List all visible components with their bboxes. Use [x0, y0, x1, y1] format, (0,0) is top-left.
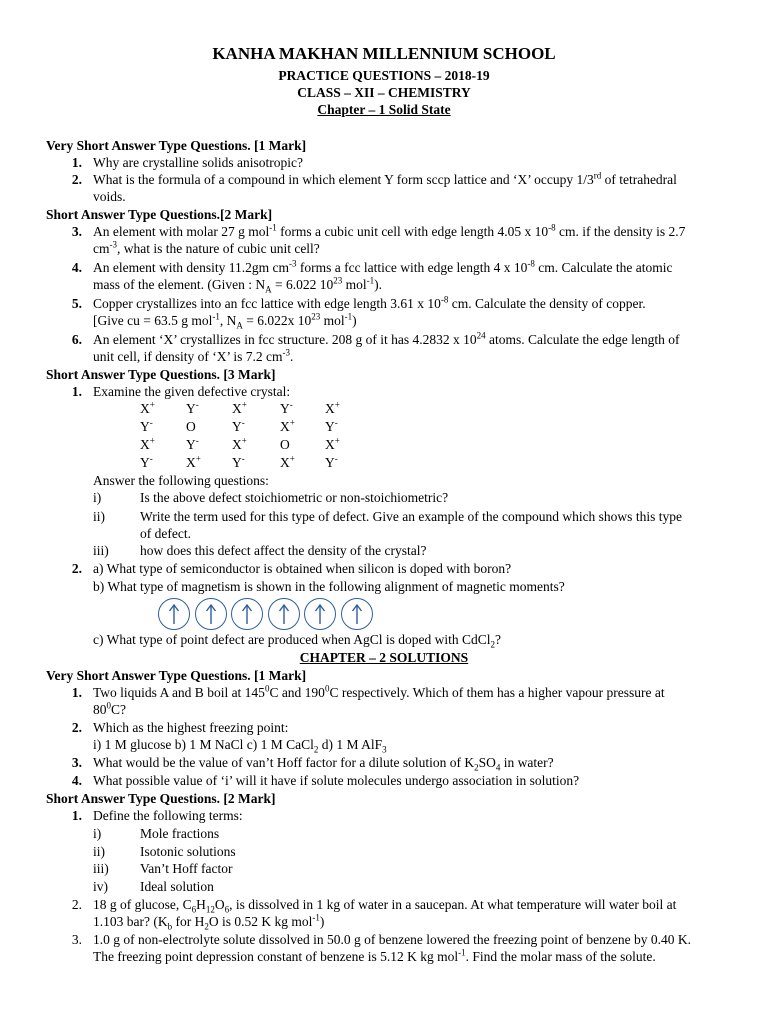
question-text-cont: mass of the element. (Given : $N_A = 6.022$ $10^{23}$ mol$^{-1}$). — [93, 275, 382, 295]
crystal-cell: Y- — [140, 453, 153, 470]
crystal-cell: X+ — [280, 417, 295, 434]
question-text-cont: $80^0C$? — [93, 700, 126, 717]
question-number: 5. — [71, 296, 82, 311]
question-number: 2. — [71, 561, 82, 576]
term-text: Isotonic solutions — [140, 843, 236, 859]
crystal-cell: X+ — [325, 399, 340, 416]
up-arrow-icon — [158, 598, 190, 630]
question-number: 1. — [71, 808, 82, 823]
question-options: i) 1 M glucose b) 1 M NaCl c) 1 M CaCl$_2$ d) 1 M AlF$_3$ — [93, 737, 387, 755]
question-number: 4. — [71, 773, 82, 788]
question-number: 2. — [71, 172, 82, 187]
crystal-cell: X+ — [140, 399, 155, 416]
crystal-cell: Y- — [232, 453, 245, 470]
question-text: An element with molar 27 g mol$^{-1}$ forms a cubic unit cell with edge length 4.05 x $10^{-8}$ cm. if the density is 2.7 — [93, 222, 686, 239]
term-text: Van’t Hoff factor — [140, 861, 233, 876]
question-text: Examine the given defective crystal: — [93, 384, 291, 399]
up-arrow-icon — [341, 598, 373, 630]
sub-question-number: i) — [93, 490, 102, 505]
section-heading: Short Answer Type Questions. [3 Mark] — [46, 367, 276, 382]
crystal-cell: X+ — [232, 435, 247, 452]
question-text-cont: 1.103 bar? ($K_b$ for $H_2O$ is 0.52 K kg mol$^{-1}$) — [93, 912, 325, 932]
question-text: c) What type of point defect are produced when AgCl is doped with CdCl$_2$? — [93, 632, 502, 650]
practice-title: PRACTICE QUESTIONS – 2018-19 — [278, 68, 490, 83]
crystal-cell: Y- — [186, 435, 199, 452]
question-text: 1.0 g of non-electrolyte solute dissolved in 50.0 g of benzene lowered the freezing point of benzene by 0.40 K. — [93, 932, 691, 947]
crystal-cell: O — [186, 419, 196, 434]
crystal-cell: Y- — [280, 399, 293, 416]
crystal-cell: X+ — [280, 453, 295, 470]
term-number: iv) — [93, 878, 108, 894]
question-text: What would be the value of van’t Hoff factor for a dilute solution of $K_2SO_4$ in water? — [93, 755, 554, 773]
crystal-cell: Y- — [232, 417, 245, 434]
question-number: 2. — [71, 720, 82, 735]
crystal-cell: Y- — [325, 453, 338, 470]
class-title: CLASS – XII – CHEMISTRY — [297, 85, 471, 100]
term-text: Mole fractions — [140, 826, 220, 841]
sub-question-text: Is the above defect stoichiometric or non-stoichiometric? — [140, 490, 449, 505]
question-text-cont: unit cell, if density of ‘X’ is 7.2 $cm^{-3}$. — [93, 347, 294, 364]
instruction-text: Answer the following questions: — [93, 473, 269, 488]
sub-question-text: how does this defect affect the density of the crystal? — [140, 543, 427, 558]
question-text: Which as the highest freezing point: — [93, 720, 289, 735]
up-arrow-icon — [268, 598, 300, 630]
question-number: 1. — [71, 384, 82, 399]
crystal-cell: X+ — [140, 435, 155, 452]
crystal-cell: X+ — [325, 435, 340, 452]
question-text: Copper crystallizes into an fcc lattice with edge length 3.61 x $10^{-8}$ cm. Calculate the density of copper. — [93, 294, 646, 311]
section-heading: Very Short Answer Type Questions. [1 Mark] — [46, 138, 307, 153]
sub-question-text-cont: of defect. — [140, 526, 191, 541]
question-text: Define the following terms: — [93, 808, 243, 823]
question-number: 3. — [71, 224, 82, 239]
question-text: What possible value of ‘i’ will it have if solute molecules undergo association in solution? — [93, 773, 580, 788]
term-text: Ideal solution — [140, 878, 214, 894]
crystal-cell: Y- — [140, 417, 153, 434]
sub-question-text: Write the term used for this type of defect. Give an example of the compound which shows this type — [140, 509, 682, 524]
question-text-cont: $cm^{-3}$, what is the nature of cubic unit cell? — [93, 239, 320, 256]
question-text-cont: The freezing point depression constant of benzene is 5.12 K kg mol$^{-1}$. Find the molar mass of the solute. — [93, 947, 656, 964]
question-text: 18 g of glucose, $C_6H_{12}O_6$, is dissolved in 1 kg of water in a saucepan. At what temperature will water boil at — [93, 897, 677, 915]
question-text-cont: [Give cu = 63.5 g mol$^{-1}$, $N_A = 6.022x$ $10^{23}$ mol$^{-1}$) — [93, 311, 357, 331]
term-number: iii) — [93, 861, 109, 876]
sub-question-number: iii) — [93, 543, 109, 558]
question-text: Two liquids A and B boil at $145^0C$ and $190^0C$ respectively. Which of them has a higher vapour pressure at — [93, 683, 665, 700]
up-arrow-icon — [231, 598, 263, 630]
question-text: An element with density 11.2gm $cm^{-3}$ forms a fcc lattice with edge length 4 x $10^{-8}$ cm. Calculate the atomic — [93, 258, 673, 275]
question-text: b) What type of magnetism is shown in the following alignment of magnetic moments? — [93, 579, 565, 594]
chapter-2-title: CHAPTER – 2 SOLUTIONS — [299, 650, 469, 665]
section-heading: Short Answer Type Questions. [2 Mark] — [46, 791, 276, 806]
section-heading: Short Answer Type Questions.[2 Mark] — [46, 207, 273, 222]
section-heading: Very Short Answer Type Questions. [1 Mark] — [46, 668, 307, 683]
question-number: 3. — [71, 755, 82, 770]
question-number: 1. — [71, 155, 82, 170]
school-name: KANHA MAKHAN MILLENNIUM SCHOOL — [212, 44, 556, 63]
crystal-cell: Y- — [325, 417, 338, 434]
crystal-cell: X+ — [232, 399, 247, 416]
up-arrow-icon — [304, 598, 336, 630]
question-text: What is the formula of a compound in which element Y form sccp lattice and ‘X’ occupy 1/3rd of tetrahedral — [93, 170, 677, 187]
question-number: 6. — [71, 332, 82, 347]
crystal-cell: O — [280, 437, 290, 452]
question-text: An element ‘X’ crystallizes in fcc structure. 208 g of it has 4.2832 x $10^{24}$ atoms. Calculate the edge length of — [93, 330, 680, 347]
term-number: ii) — [93, 843, 105, 859]
crystal-cell: X+ — [186, 453, 201, 470]
up-arrow-icon — [195, 598, 227, 630]
term-number: i) — [93, 826, 102, 841]
sub-question-number: ii) — [93, 509, 105, 524]
question-number: 3. — [71, 932, 82, 947]
question-text: Why are crystalline solids anisotropic? — [93, 155, 303, 170]
question-text-cont: voids. — [93, 189, 126, 204]
chapter-1-title: Chapter – 1 Solid State — [317, 102, 451, 117]
question-number: 2. — [71, 897, 82, 912]
crystal-cell: Y- — [186, 399, 199, 416]
question-number: 1. — [71, 685, 82, 700]
question-number: 4. — [71, 260, 82, 275]
question-text: a) What type of semiconductor is obtained when silicon is doped with boron? — [93, 561, 512, 576]
